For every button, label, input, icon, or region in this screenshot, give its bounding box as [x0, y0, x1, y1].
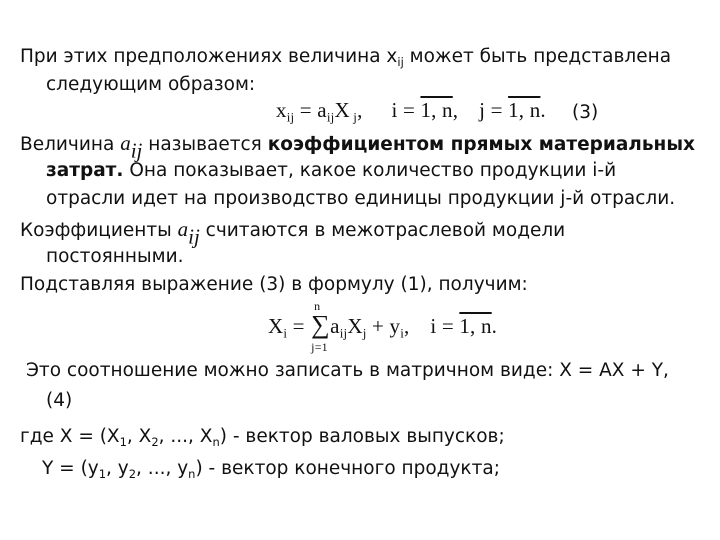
f3-j-range-val: 1, n [508, 98, 541, 122]
f1-Xj-sub: j [362, 325, 367, 341]
line12-s3: n [188, 467, 196, 481]
line1-subscript: ij [397, 55, 404, 69]
line11-s2: 2 [151, 435, 159, 449]
line3-var-sub: ij [130, 138, 143, 163]
f3-X: X [334, 98, 350, 122]
line11-s1: 1 [119, 435, 127, 449]
text-line-1 [20, 44, 671, 70]
line6-a: Коэффициенты [20, 220, 178, 241]
line3-b: называется [142, 134, 268, 155]
f1-eq: = [287, 314, 311, 338]
text-line-11 [20, 424, 505, 450]
line12-b: , y [106, 458, 129, 479]
line12-s2: 2 [128, 467, 137, 481]
text-line-12 [42, 456, 500, 482]
f1-Xj: X [347, 314, 363, 338]
f3-dot: . [540, 98, 546, 122]
f1-i-range: i = [430, 314, 460, 338]
line3-bold: коэффициентом прямых материальных [267, 134, 695, 155]
f3-comma1: , [357, 98, 363, 122]
line2-text: следующим образом: [46, 74, 256, 95]
f3-comma2: , [452, 98, 459, 122]
text-line-4 [46, 158, 616, 184]
text-line-7 [46, 244, 183, 270]
line3-var: a [120, 131, 131, 155]
line6-b: считаются в межотраслевой модели [199, 220, 566, 241]
text-line-3 [20, 130, 695, 163]
line6-var: a [177, 217, 189, 241]
line7-text: постоянными. [46, 246, 184, 267]
line11-b: , X [126, 426, 152, 447]
line6-var-sub: ij [188, 224, 200, 249]
formula-3 [276, 98, 546, 123]
line12-a: Y = (y [42, 458, 99, 479]
line4-bold: затрат. [46, 160, 124, 181]
formula-3-number [572, 100, 598, 126]
line3-a: Величина [20, 134, 121, 155]
text-line-6 [20, 216, 566, 249]
line9-text: Это соотношение можно записать в матричном виде: X = AX + Y, [26, 360, 669, 381]
f1-X-sub: i [283, 325, 288, 341]
f1-plus: + y [366, 314, 401, 338]
text-line-5 [46, 186, 675, 212]
line4-tail: Она показывает, какое количество продукции i-й [123, 160, 617, 181]
f1-dot: . [491, 314, 498, 338]
line12-s1: 1 [98, 467, 107, 481]
line11-d: ) - вектор валовых выпусков; [219, 426, 505, 447]
line5-text: отрасли идет на производство единицы продукции j-й отрасли. [46, 188, 676, 209]
text-line-9 [26, 358, 669, 384]
line11-c: , ..., X [158, 426, 213, 447]
f1-sum-bot: j=1 [311, 340, 328, 354]
f3-a-sub: ij [326, 109, 335, 125]
f3-lhs-sub: ij [286, 109, 295, 125]
text-line-2 [46, 72, 255, 98]
f3-X-sub: j [349, 109, 358, 125]
f1-i-range-val: 1, n [459, 314, 492, 338]
line11-a: где X = (X [20, 426, 120, 447]
f1-a: a [330, 314, 340, 338]
line10-text: (4) [46, 390, 73, 411]
f3-i-range-val: 1, n [420, 98, 453, 122]
line1-text: При этих предположениях величина x [20, 46, 398, 67]
f3-lhs: x [276, 98, 287, 122]
f3-i-range: i = [391, 98, 421, 122]
sum-operator [311, 299, 330, 354]
line1-tail: может быть представлена [403, 46, 672, 67]
line8-text: Подставляя выражение (3) в формулу (1), получим: [20, 274, 528, 295]
text-line-8 [20, 272, 528, 298]
f3-number: (3) [572, 102, 599, 123]
f1-a-sub: ij [339, 325, 348, 341]
f1-sum-top: n [314, 299, 321, 313]
line11-s3: n [212, 435, 220, 449]
f1-sum-sign: ∑ [311, 310, 330, 339]
formula-balance [268, 299, 498, 354]
text-line-10 [46, 388, 72, 414]
f3-j-range: j = [479, 98, 509, 122]
f3-eq: = a [294, 98, 327, 122]
line12-d: ) - вектор конечного продукта; [195, 458, 500, 479]
f1-X: X [268, 314, 284, 338]
f1-y-sub: i [400, 325, 405, 341]
line12-c: , ..., y [136, 458, 189, 479]
f1-comma: , [404, 314, 410, 338]
